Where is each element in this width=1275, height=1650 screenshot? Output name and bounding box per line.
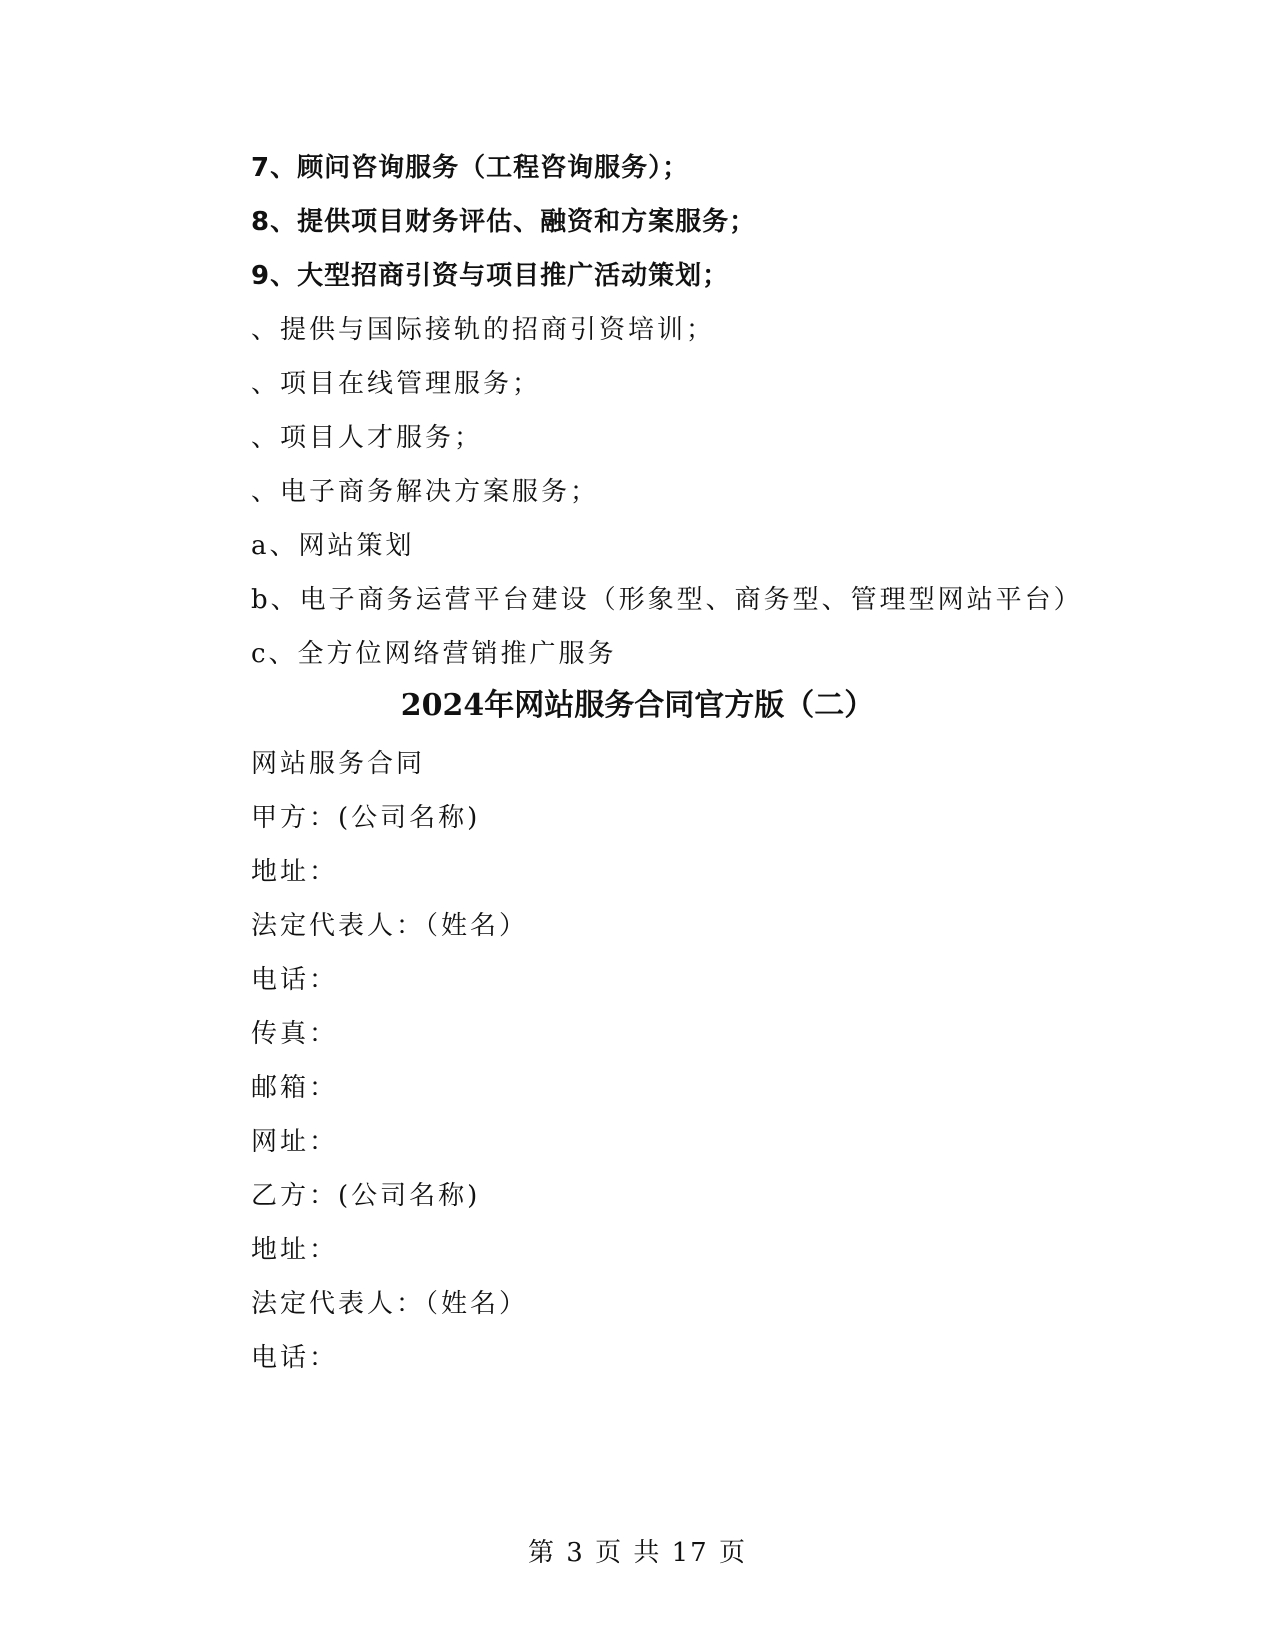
party-a-phone: 电话：: [251, 965, 339, 995]
party-a-fax: 传真：: [251, 1019, 339, 1049]
list-item-ecommerce: 、电子商务解决方案服务；: [251, 477, 600, 507]
party-b-phone: 电话：: [251, 1343, 339, 1373]
party-b-name: 乙方：(公司名称): [251, 1181, 481, 1211]
list-item-8: 8、提供项目财务评估、融资和方案服务；: [251, 207, 757, 237]
party-a-address: 地址：: [251, 857, 339, 887]
party-a-website: 网址：: [251, 1127, 339, 1157]
page-footer: 第 3 页 共 17 页: [528, 1538, 747, 1568]
party-a-name: 甲方：(公司名称): [251, 803, 481, 833]
sub-item-c: c、全方位网络营销推广服务: [251, 639, 617, 669]
sub-item-b: b、电子商务运营平台建设（形象型、商务型、管理型网站平台）: [251, 585, 1083, 615]
party-a-representative: 法定代表人：（姓名）: [251, 911, 529, 941]
party-a-email: 邮箱：: [251, 1073, 339, 1103]
party-b-representative: 法定代表人：（姓名）: [251, 1289, 529, 1319]
list-item-online-management: 、项目在线管理服务；: [251, 369, 542, 399]
party-b-address: 地址：: [251, 1235, 339, 1265]
list-item-training: 、提供与国际接轨的招商引资培训；: [251, 315, 716, 345]
list-item-talent: 、项目人才服务；: [251, 423, 484, 453]
contract-heading: 网站服务合同: [251, 749, 426, 779]
list-item-7: 7、顾问咨询服务（工程咨询服务）；: [251, 153, 690, 183]
list-item-9: 9、大型招商引资与项目推广活动策划；: [251, 261, 730, 291]
sub-item-a: a、网站策划: [251, 531, 415, 561]
section-title: 2024年网站服务合同官方版（二）: [400, 688, 875, 723]
